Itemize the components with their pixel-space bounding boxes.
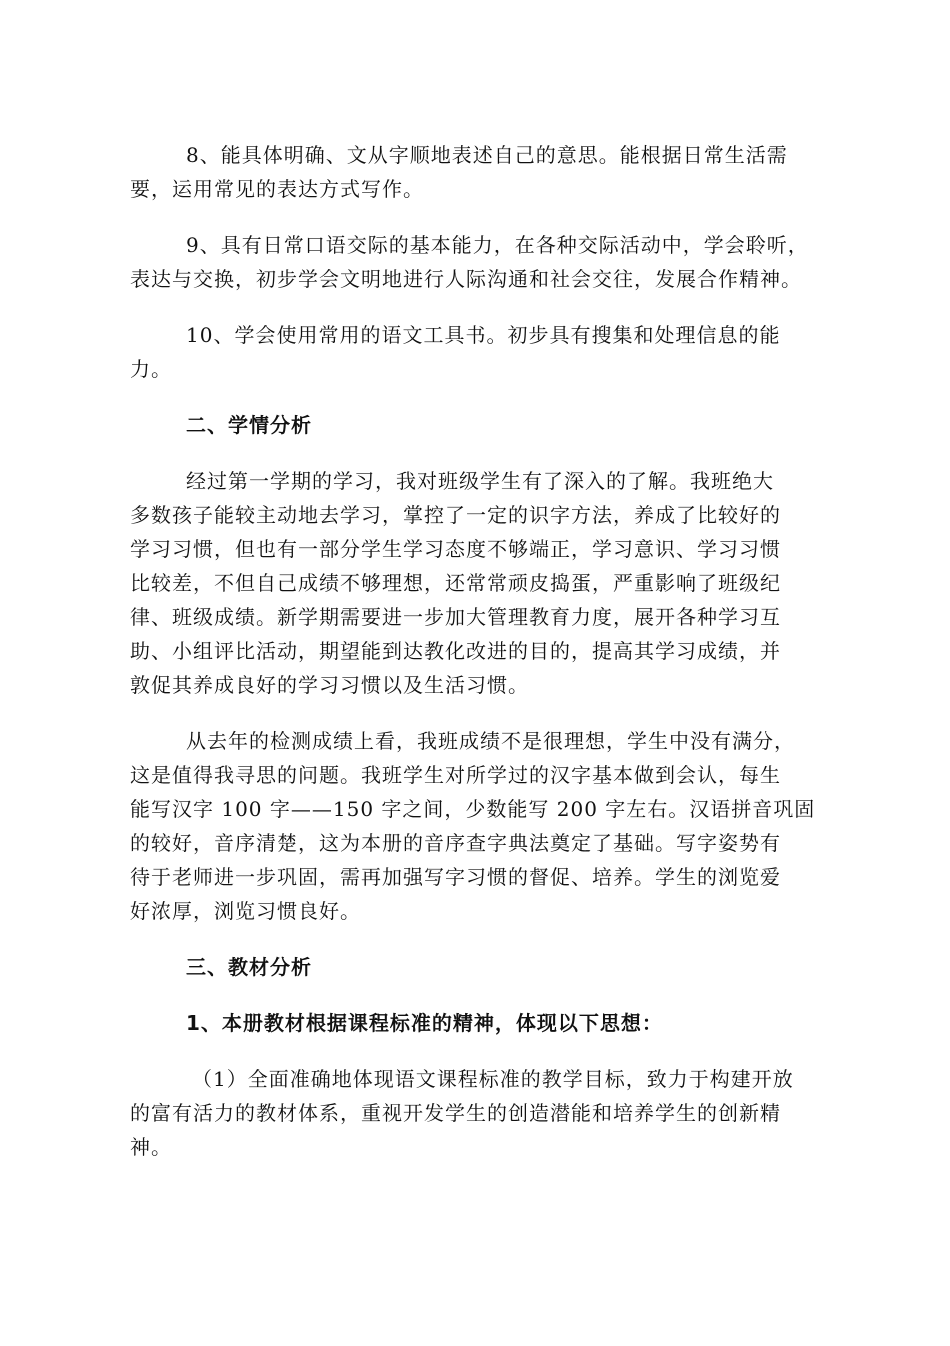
paragraph-student-analysis-2 [130, 724, 850, 928]
text-line: 9、具有日常口语交际的基本能力，在各种交际活动中，学会聆听， [186, 233, 809, 257]
text-line: 10、学会使用常用的语文工具书。初步具有搜集和处理信息的能 [186, 323, 781, 347]
section-heading-textbook-analysis: 三、教材分析 [186, 955, 312, 979]
text-line: （1）全面准确地体现语文课程标准的教学目标，致力于构建开放 [192, 1067, 794, 1091]
text-line: 从去年的检测成绩上看，我班成绩不是很理想，学生中没有满分， [186, 729, 795, 753]
text-line: 助、小组评比活动，期望能到达教化改进的目的，提高其学习成绩，并 [130, 639, 781, 663]
document-body [130, 138, 850, 1164]
text-line: 力。 [130, 357, 172, 381]
paragraph-item-8 [130, 138, 850, 206]
text-line: 好浓厚，浏览习惯良好。 [130, 899, 361, 923]
text-line: 多数孩子能较主动地去学习，掌控了一定的识字方法，养成了比较好的 [130, 503, 781, 527]
text-line: 的富有活力的教材体系，重视开发学生的创造潜能和培养学生的创新精 [130, 1101, 781, 1125]
text-line: 这是值得我寻思的问题。我班学生对所学过的汉字基本做到会认，每生 [130, 763, 781, 787]
paragraph-textbook-point-1 [130, 1062, 850, 1164]
text-line: 表达与交换，初步学会文明地进行人际沟通和社会交往，发展合作精神。 [130, 267, 802, 291]
text-line: 神。 [130, 1135, 172, 1159]
subheading-textbook-principles: 1、本册教材根据课程标准的精神，体现以下思想： [186, 1011, 663, 1035]
text-line: 敦促其养成良好的学习习惯以及生活习惯。 [130, 673, 529, 697]
text-line: 比较差，不但自己成绩不够理想，还常常顽皮捣蛋，严重影响了班级纪 [130, 571, 781, 595]
paragraph-item-10 [130, 318, 850, 386]
text-line: 待于老师进一步巩固，需再加强写字习惯的督促、培养。学生的浏览爱 [130, 865, 781, 889]
text-line: 律、班级成绩。新学期需要进一步加大管理教育力度，展开各种学习互 [130, 605, 781, 629]
text-line: 经过第一学期的学习，我对班级学生有了深入的了解。我班绝大 [186, 469, 774, 493]
text-line: 要，运用常见的表达方式写作。 [130, 177, 424, 201]
paragraph-student-analysis-1 [130, 464, 850, 702]
paragraph-item-9 [130, 228, 850, 296]
text-line: 能写汉字 100 字——150 字之间，少数能写 200 字左右。汉语拼音巩固 [130, 797, 816, 821]
text-line: 8、能具体明确、文从字顺地表述自己的意思。能根据日常生活需 [186, 143, 788, 167]
section-heading-student-analysis: 二、学情分析 [186, 413, 312, 437]
text-line: 学习习惯，但也有一部分学生学习态度不够端正，学习意识、学习习惯 [130, 537, 781, 561]
text-line: 的较好，音序清楚，这为本册的音序查字典法奠定了基础。写字姿势有 [130, 831, 781, 855]
